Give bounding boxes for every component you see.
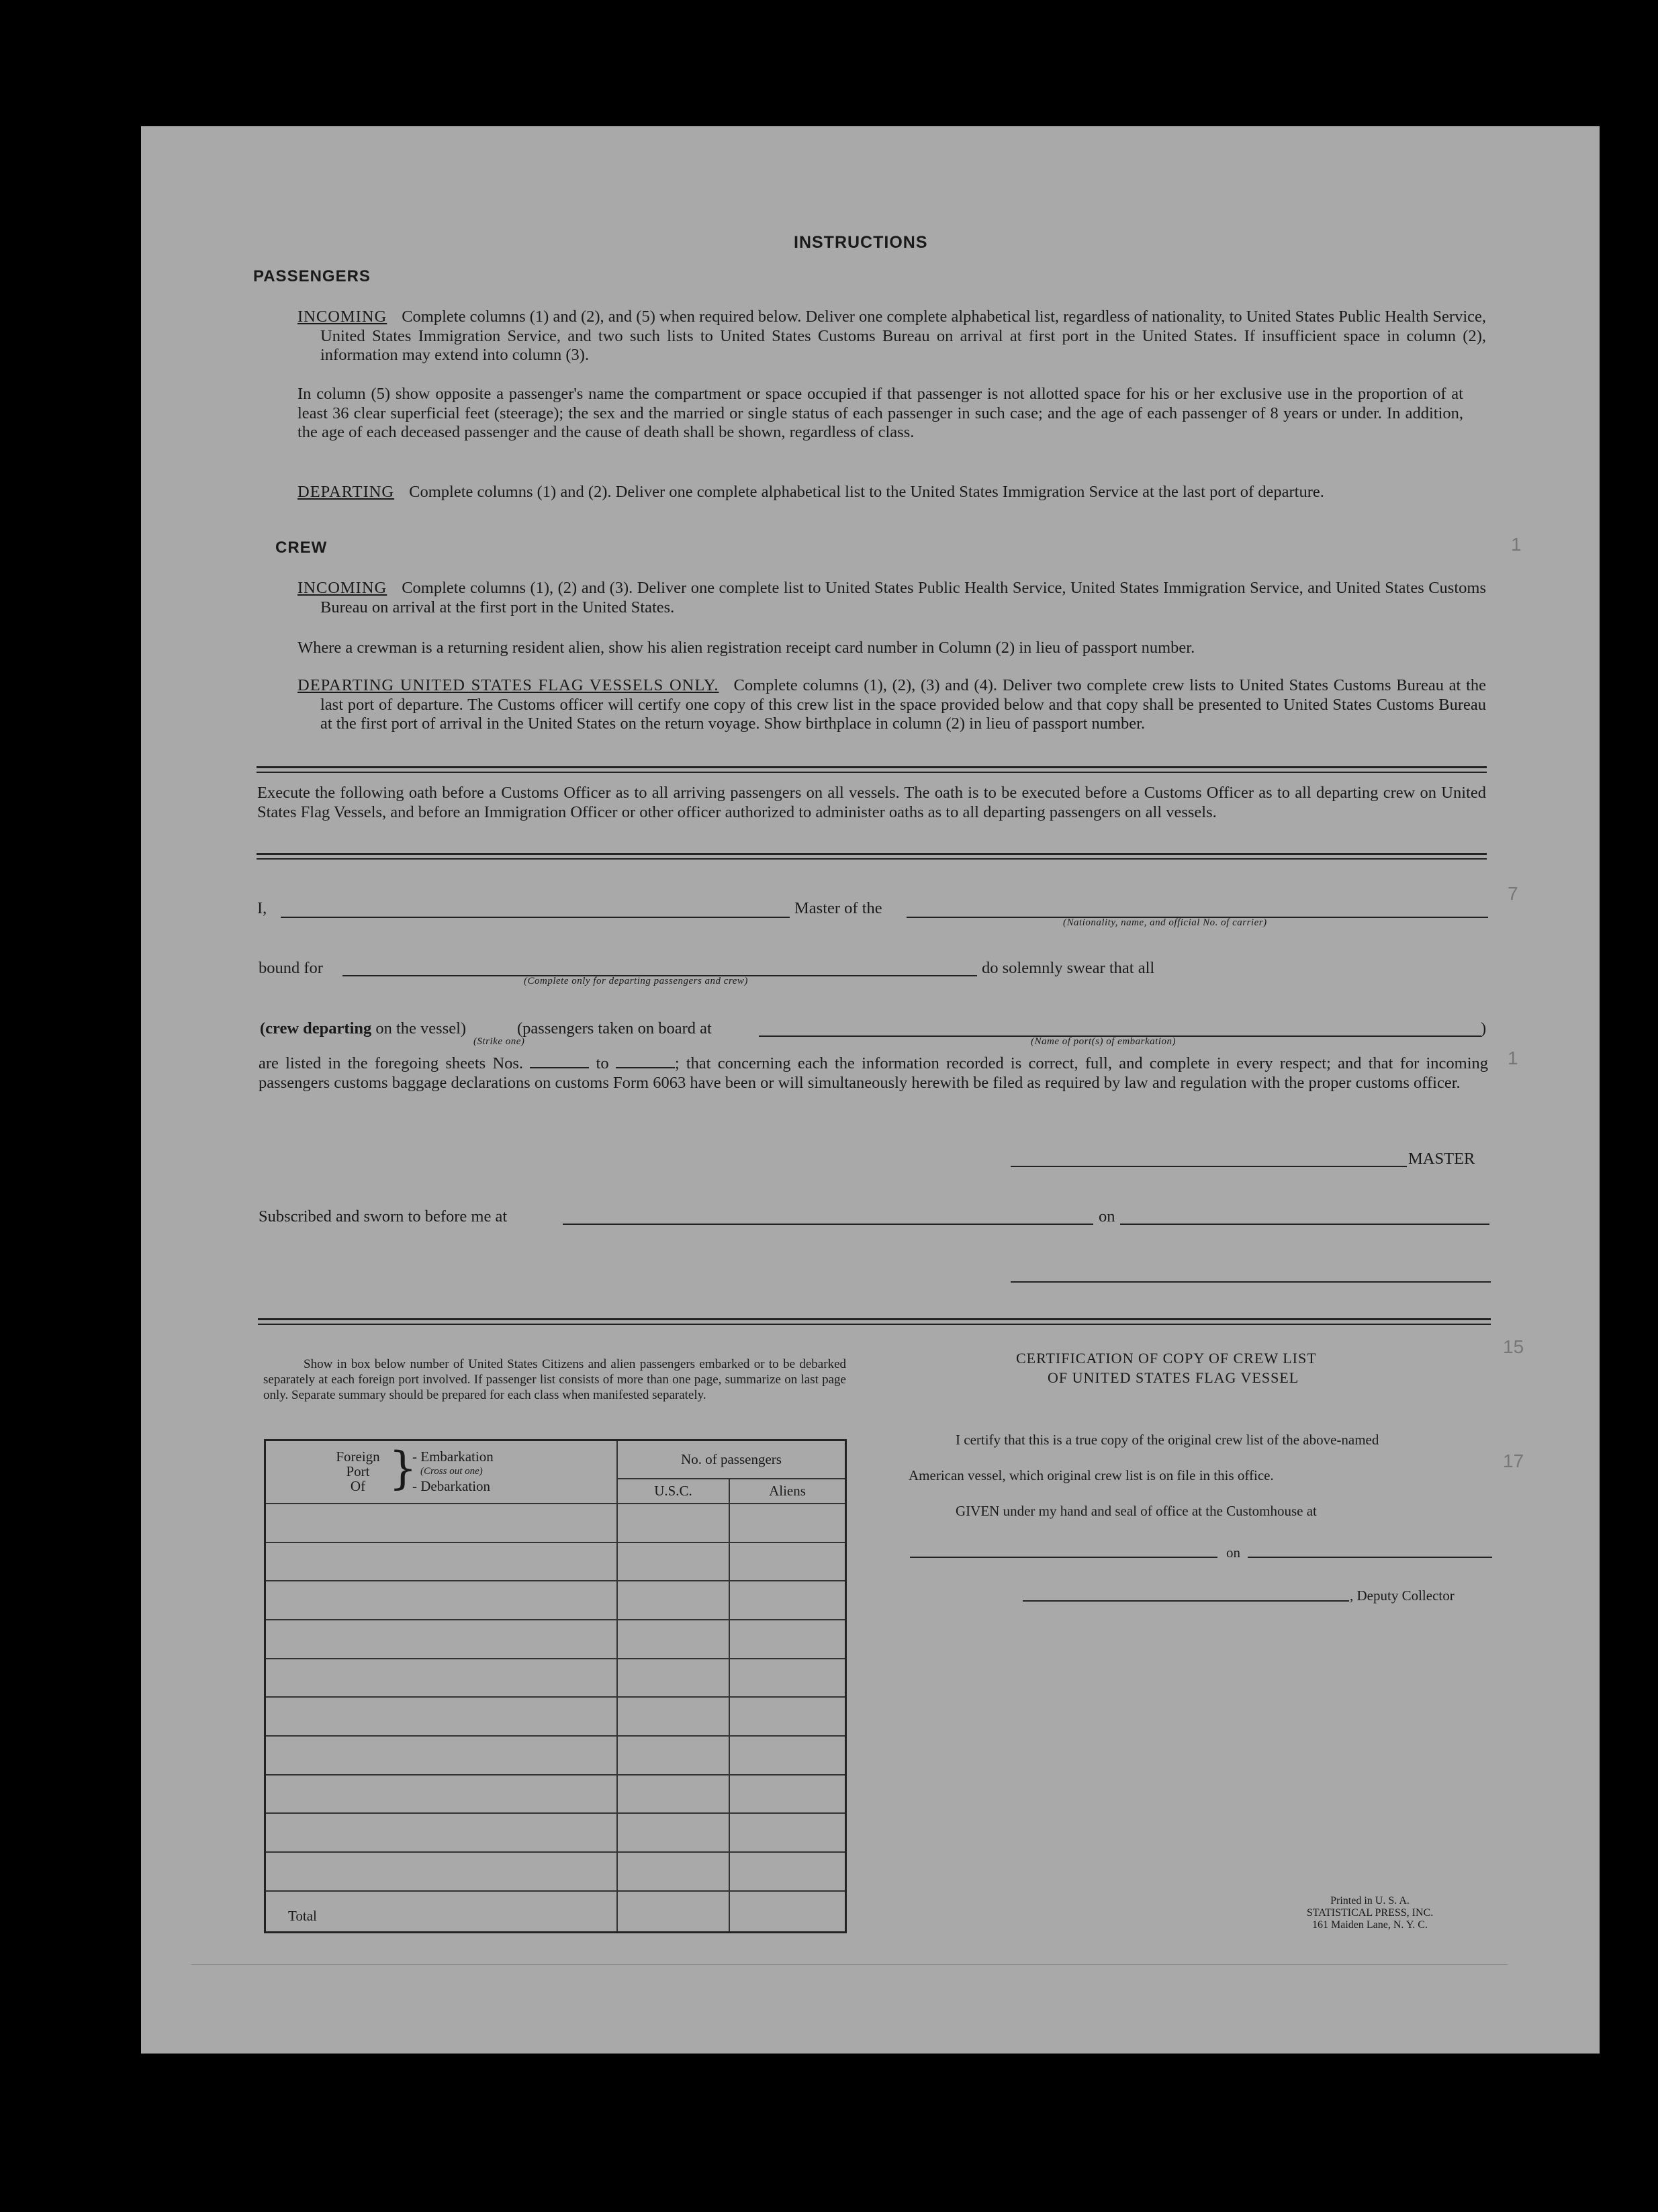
crew-departing-bold: (crew departing bbox=[260, 1019, 372, 1038]
cross-out-note: (Cross out one) bbox=[420, 1466, 483, 1477]
crew-departing-paragraph bbox=[297, 676, 1486, 734]
no-passengers-header: No. of passengers bbox=[617, 1440, 846, 1479]
aliens-cell[interactable] bbox=[729, 1775, 846, 1814]
complete-only-note: (Complete only for departing passengers and crew) bbox=[524, 976, 748, 986]
certification-title-2: OF UNITED STATES FLAG VESSEL bbox=[1048, 1369, 1299, 1386]
section-divider bbox=[257, 772, 1487, 773]
aliens-cell[interactable] bbox=[729, 1736, 846, 1775]
certification-title-1: CERTIFICATION OF COPY OF CREW LIST bbox=[1016, 1350, 1317, 1367]
bound-for-label: bound for bbox=[259, 959, 323, 977]
master-name-field[interactable] bbox=[281, 917, 790, 918]
crew-incoming-text: Complete columns (1), (2) and (3). Deliver one complete list to United States Public Health Service, United States Immigration Service, and United States Customs Bureau on arrival at the first port in the United States. bbox=[320, 579, 1486, 616]
aliens-cell[interactable] bbox=[729, 1581, 846, 1620]
port-header-cell bbox=[265, 1440, 618, 1504]
passengers-incoming-paragraph bbox=[297, 308, 1486, 365]
port-cell[interactable] bbox=[265, 1697, 618, 1736]
printer-line-3: 161 Maiden Lane, N. Y. C. bbox=[1312, 1919, 1428, 1931]
nationality-note: (Nationality, name, and official No. of carrier) bbox=[1063, 917, 1267, 928]
crew-resident-paragraph: Where a crewman is a returning resident alien, show his alien registration receipt card number in Column (2) in lieu of passport number. bbox=[297, 639, 1195, 657]
passengers-taken-option: (passengers taken on board at bbox=[517, 1019, 712, 1038]
officer-signature-field[interactable] bbox=[1011, 1281, 1491, 1283]
subscribed-label: Subscribed and sworn to before me at bbox=[259, 1207, 508, 1226]
certification-date-field[interactable] bbox=[1248, 1557, 1492, 1558]
usc-cell[interactable] bbox=[617, 1542, 729, 1581]
passenger-summary-table bbox=[264, 1439, 847, 1933]
aliens-cell[interactable] bbox=[729, 1813, 846, 1852]
total-usc-cell[interactable] bbox=[617, 1891, 729, 1933]
crew-departing-label: DEPARTING UNITED STATES FLAG VESSELS ONLY. bbox=[297, 676, 719, 694]
total-aliens-cell[interactable] bbox=[729, 1891, 846, 1933]
listed-to: to bbox=[596, 1054, 609, 1072]
crew-incoming-paragraph bbox=[297, 579, 1486, 617]
port-cell[interactable] bbox=[265, 1504, 618, 1542]
bleed-through-number: 1 bbox=[1511, 534, 1522, 555]
brace-icon: } bbox=[389, 1442, 417, 1494]
subscribed-place-field[interactable] bbox=[563, 1224, 1093, 1225]
deputy-collector-label: , Deputy Collector bbox=[1350, 1587, 1455, 1604]
passengers-incoming-text: Complete columns (1) and (2), and (5) when required below. Deliver one complete alphabetical list, regardless of nationality, to United States Public Health Service, United States Immigration Service, and two such lists to United States Customs Bureau on arrival at first port in the United States. If insufficient space in column (2), information may extend into column (3). bbox=[320, 308, 1486, 364]
embarkation-note: (Name of port(s) of embarkation) bbox=[1031, 1036, 1176, 1047]
bleed-through-number: 17 bbox=[1503, 1450, 1524, 1471]
strike-one-note: (Strike one) bbox=[473, 1036, 525, 1047]
port-cell[interactable] bbox=[265, 1542, 618, 1581]
section-divider bbox=[257, 853, 1487, 855]
bleed-through-number: 1 bbox=[1508, 1048, 1518, 1068]
subscribed-on-label: on bbox=[1099, 1207, 1115, 1226]
close-paren: ) bbox=[1481, 1019, 1487, 1038]
master-of-label: Master of the bbox=[794, 899, 882, 917]
usc-cell[interactable] bbox=[617, 1852, 729, 1891]
master-label: MASTER bbox=[1408, 1150, 1475, 1168]
bleed-through-number: 15 bbox=[1503, 1336, 1524, 1357]
aliens-cell[interactable] bbox=[729, 1620, 846, 1659]
debarkation-label: - Debarkation bbox=[412, 1478, 491, 1494]
listed-text-b: ; that concerning each the information recorded is correct, full, and complete in every respect; and that for incoming passengers customs baggage declarations on customs Form 6063 have been or will simultaneously herewith be filed as required by law and regulation with the proper customs officer. bbox=[259, 1054, 1489, 1092]
section-divider bbox=[257, 766, 1487, 768]
usc-cell[interactable] bbox=[617, 1504, 729, 1542]
certification-on-label: on bbox=[1226, 1545, 1240, 1561]
crew-heading: CREW bbox=[275, 539, 328, 557]
aliens-cell[interactable] bbox=[729, 1659, 846, 1698]
passengers-column5-paragraph: In column (5) show opposite a passenger's name the compartment or space occupied if that passenger is not allotted space for his or her exclusive use in the proportion of at least 36 clear superficial feet (steerage); the sex and the married or single status of each passenger in such case; and the age of each passenger of 8 years or under. In addition, the age of each deceased passenger and the cause of death shall be shown, regardless of class. bbox=[297, 385, 1463, 441]
section-divider bbox=[257, 858, 1487, 860]
usc-header: U.S.C. bbox=[617, 1479, 729, 1504]
customhouse-field[interactable] bbox=[910, 1557, 1217, 1558]
usc-cell[interactable] bbox=[617, 1620, 729, 1659]
embarkation-label: - Embarkation bbox=[412, 1448, 494, 1465]
deputy-signature-field[interactable] bbox=[1023, 1600, 1349, 1602]
usc-cell[interactable] bbox=[617, 1581, 729, 1620]
printer-line-2: STATISTICAL PRESS, INC. bbox=[1306, 1907, 1434, 1919]
port-label: Port bbox=[346, 1463, 370, 1479]
section-divider bbox=[258, 1324, 1491, 1325]
usc-cell[interactable] bbox=[617, 1659, 729, 1698]
master-signature-field[interactable] bbox=[1011, 1166, 1407, 1167]
usc-cell[interactable] bbox=[617, 1775, 729, 1814]
aliens-cell[interactable] bbox=[729, 1542, 846, 1581]
total-label: Total bbox=[265, 1891, 618, 1933]
instructions-title: INSTRUCTIONS bbox=[794, 233, 928, 252]
crew-departing-text: Complete columns (1), (2), (3) and (4). Deliver two complete crew lists to United States Customs Bureau at the last port of departure. The Customs officer will certify one copy of this crew list in the space provided below and that copy shall be presented to United States Customs Bureau at the first port of arrival in the United States on the return voyage. Show birthplace in column (2) in lieu of passport number. bbox=[320, 676, 1486, 733]
passengers-departing-label: DEPARTING bbox=[297, 483, 395, 501]
certify-text-1: I certify that this is a true copy of the original crew list of the above-named bbox=[956, 1432, 1379, 1448]
given-text: GIVEN under my hand and seal of office at the Customhouse at bbox=[956, 1503, 1317, 1519]
printer-line-1: Printed in U. S. A. bbox=[1330, 1895, 1410, 1906]
aliens-cell[interactable] bbox=[729, 1852, 846, 1891]
port-cell[interactable] bbox=[265, 1813, 618, 1852]
passengers-departing-text: Complete columns (1) and (2). Deliver one complete alphabetical list to the United States Immigration Service at the last port of departure. bbox=[409, 483, 1324, 501]
on-the-vessel: on the vessel) bbox=[375, 1019, 467, 1038]
oath-listed-paragraph bbox=[259, 1054, 1488, 1093]
summary-note: Show in box below number of United States Citizens and alien passengers embarked or to be debarked separately at each foreign port involved. If passenger list consists of more than one page, summarize on last page only. Separate summary should be prepared for each class when manifested separately. bbox=[263, 1357, 846, 1402]
aliens-cell[interactable] bbox=[729, 1697, 846, 1736]
printer-imprint bbox=[1283, 1895, 1457, 1931]
foreign-label: Foreign bbox=[336, 1448, 380, 1465]
port-cell[interactable] bbox=[265, 1620, 618, 1659]
port-cell[interactable] bbox=[265, 1852, 618, 1891]
usc-cell[interactable] bbox=[617, 1736, 729, 1775]
passengers-incoming-label: INCOMING bbox=[297, 308, 387, 326]
oath-intro-paragraph: Execute the following oath before a Customs Officer as to all arriving passengers on all vessels. The oath is to be executed before a Customs Officer as to all departing crew on United States Flag Vessels, and before an Immigration Officer or other officer authorized to administer oaths as to all departing passengers on all vessels. bbox=[257, 784, 1486, 821]
listed-text-a: are listed in the foregoing sheets Nos. bbox=[259, 1054, 524, 1072]
port-cell[interactable] bbox=[265, 1775, 618, 1814]
port-cell[interactable] bbox=[265, 1736, 618, 1775]
crew-incoming-label: INCOMING bbox=[297, 579, 387, 597]
port-cell[interactable] bbox=[265, 1659, 618, 1698]
certify-text-2: American vessel, which original crew list is on file in this office. bbox=[909, 1467, 1274, 1483]
sheet-from-field[interactable] bbox=[530, 1055, 589, 1068]
bleed-through-number: 7 bbox=[1508, 883, 1518, 904]
sheet-to-field[interactable] bbox=[616, 1055, 675, 1068]
passengers-heading: PASSENGERS bbox=[253, 267, 371, 285]
oath-i-label: I, bbox=[257, 899, 267, 917]
crew-departing-option bbox=[260, 1019, 466, 1038]
usc-cell[interactable] bbox=[617, 1697, 729, 1736]
aliens-header: Aliens bbox=[729, 1479, 846, 1504]
bottom-rule bbox=[191, 1964, 1508, 1965]
port-cell[interactable] bbox=[265, 1581, 618, 1620]
section-divider bbox=[258, 1318, 1491, 1320]
of-label: Of bbox=[350, 1478, 366, 1494]
usc-cell[interactable] bbox=[617, 1813, 729, 1852]
passengers-departing-paragraph bbox=[297, 483, 1486, 502]
subscribed-date-field[interactable] bbox=[1120, 1224, 1489, 1225]
aliens-cell[interactable] bbox=[729, 1504, 846, 1542]
swear-text: do solemnly swear that all bbox=[982, 959, 1155, 977]
